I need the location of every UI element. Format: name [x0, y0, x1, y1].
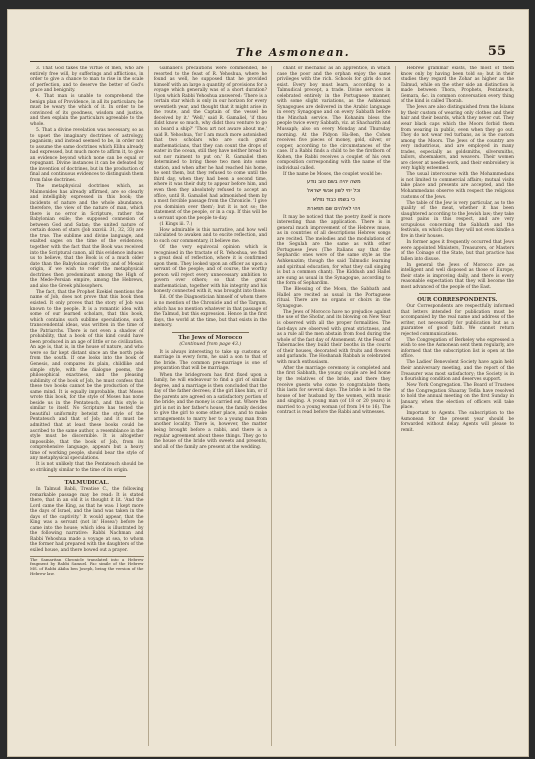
paragraph: Ed. Of the Diagnostician himself of whom there is no mention of the Chronicle and of the Targum, which has no mention whatever in that passage of the Talmud, but this expression. Hence in the first days, the world at the time, but that exists in the memory.: [153, 295, 267, 329]
paragraph: After the marriage ceremony is completed and the first Sabbath, the young couple are led home by the relatives of the bride, and there they receive guests who come to congratulate them; this lasts for several days. The bride is led to the house of her husband by the women, with music and singing. A young man (of 18 or 20 years) is married to a young woman (of from 14 to 16). The contract is read before the Rabbi and witnesses.: [277, 365, 391, 416]
paragraph: Important to Agents. The subscription to the Asmonean for the present year should be forwarded without delay. Agents will please to remit.: [400, 411, 514, 433]
section-heading: OUR CORRESPONDENTS.: [417, 296, 498, 303]
column-3: [277, 66, 396, 746]
paragraph: New York Congregation. The Board of Trustees of the Congregation Shaaray Tefila have resolved to hold the annual meeting on the first Sunday in January, when the election of officers will take place.: [400, 383, 514, 411]
article-columns: [30, 66, 514, 746]
paragraph: Our Correspondents are respectfully informed that letters intended for publication must be accompanied by the real name and address of the writer, not necessarily for publication but as a guarantee of good faith. We cannot return rejected communications.: [400, 303, 514, 337]
section-subheading: (Continued from page 43.): [179, 342, 242, 348]
paragraph: If the name be Moses, the couplet would be:: [283, 171, 383, 177]
paragraph: Hebrew grammar exists, the most of them know only by having been told so; but in their studies they regard the Zohar as higher as the Talmud, while on the other side an distinction is made between Thora, Prophets, Pentateuch, Gemara, &c. in common conversation every thing of the kind is called Thorah.: [400, 66, 514, 105]
paragraph: The Jews are also distinguished from the Islams by their custom of wearing only clothes and their hair and their beards, which they never cut. They wear black caps which the Moors forbid them from wearing in public, even when they go out. They do not wear red turbans, as is the custom among the Moors. The Jews of the country are very industrious, and are employed in many trades, especially as goldsmiths, silversmiths, tailors, shoemakers, and weavers. Their women are clever at needle-work, and their embroidery is very highly esteemed.: [400, 105, 514, 172]
section-heading: TALMUDICAL.: [64, 480, 110, 487]
section-divider: [172, 332, 250, 333]
paragraph: 4. That man is unable to comprehend the benign plan of Providence, in all its particulars; he must be weary the which of it. In order to be convinced of its goodness, wisdom and justice, and then explain the particulars agreeable to the whole.: [30, 94, 144, 127]
paragraph: The Jews of Morocco have no prejudice against the use of the Shofar, and its blowing on New Year is observed with all the proper formalities. The fast-days are observed with great strictness, and as a rule all the men abstain from food during the whole of the fast day of Atonement. At the Feast of Tabernacles they build their booths in the courts of their houses, decorated with fruits and flowers and garlands. The Hoshanah Rabbah is celebrated with much enthusiasm.: [277, 309, 391, 365]
hebrew-verse-line: משה יהיה בשם טוב נודע: [306, 179, 361, 186]
paragraph: In general the Jews of Morocco are as intelligent and well disposed as those of Europe, their state is improving daily, and there is every reasonable expectation that they will become the most advanced of the people of the East.: [400, 262, 514, 290]
paragraph: (1 Kings iii. 7.): [159, 221, 193, 227]
paragraph: Of the very equivocal opinion which is recognised in the tractate of R. Yehoshua, we find a great deal of reflection, where it is confirmed upon them. They looked upon an officer as upon a servant of the people; and of course, the worthy person will reject every unnecessary ambition to govern over others; so that the great mathematician, together with his integrity and his honesty connected with it, was brought into those.: [153, 245, 267, 295]
column-1: [30, 66, 149, 746]
paragraph: It is not unlikely that the Pentateuch should be so strikingly similar to the time of its origin.: [30, 462, 144, 473]
paragraph: The Ladies' Benevolent Society have again held their anniversary meeting, and the report of the Treasurer was most satisfactory; the Society is in a flourishing condition and deserves support.: [400, 360, 514, 383]
footnote: The Samaritan Chronicle translated into a Hebrew fragment by Rabbi Samuel. Fac simile of the Hebrew MS. of Rabbi Akiba ben Joseph, being the version of the Hebrew law.: [30, 556, 144, 577]
paragraph: The table of the Jew is very particular, as to the quality of the meat, whether it has been slaughtered according to the Jewish law; they take great pains in this respect, and are very scrupulous concerning the Sabbath and the festivals, on which days they will not even kindle a fire in their houses.: [400, 200, 514, 239]
paragraph: It is always interesting to take up customs or marriage in every form, he said a son to that of the bride. The common pre-marriage is one of preparation that will be marriage.: [153, 349, 267, 372]
hebrew-verse-line: וכל יחי לשון אנשי ישראל: [307, 188, 361, 195]
paragraph: It may be noticed that the poetry itself is more interesting than the application. There is in general much improvement of the Hebrew muse, as in countries of all descriptions Hebrew songs are recited. The melodies and the modulations of the Segulah are the same as with other Portuguese Jews (The Italians say that the Sephardic ones were of the same style as the Ashkenazim; though the said Talmudic learning and spiritual education, for what they call singing is but a common chant). The Kiddush and Hallel are sung as usual in the Synagogue, according to the form of Sephardim.: [277, 214, 391, 287]
header-rule: [30, 61, 514, 62]
newspaper-page: [8, 10, 528, 756]
paragraph: 5. That a divine revelation was necessary, so as to upset the imaginary doctrines of astrology, paganism; and instead seemed to be, in order not to assume the same doctrines which Elihu already had expressed, but much more to affirm it, to give an evidence beyond which none can be equal or repugnant. Divine instances it can be defeated by the invention of doctrines, but in the production of final and continuous evidences to distinguish them from false doctrines.: [30, 128, 144, 183]
paragraph: 3. That God takes the virtue of men, who are entirely free will, by sufferings and afflictions, in order to give a chance to man to rise in the scale of perfection, and to deserve the better of God's grace and benignity.: [30, 66, 144, 94]
section-heading: The Jews of Morocco: [178, 335, 243, 342]
paragraph: The metaphysical doctrines which, as Maimonides has already affirmed, are so clearly and intelligibly expressed in this book; the incidents of nature and the whole abundance, therefore, the view of the nature of man, which there is no error in Scripture, rather the Babylonian exile; the supposed connexion of between God and Satan; the united nature of certain dozen of stars (Job xxxviii. 31, 32, 33) are the true. The sublime and divine language, and exalted sages on the time of the evidences; together with the fact that the Book was received into the Scriptural canon, all this evidence induces us to believe, that the Book is of a much older date than the Babylonian captivity, and of Mosaic origin, if we wish to refer the metaphysical doctrines then predominant among the High of the Mede-Persian empire, among the Hebrews, and also the Greek philosophers.: [30, 183, 144, 289]
paragraph: In former ages it frequently occurred that Jews were appointed Ministers, Treasurers, or Masters of the Coinage of the State, but that practice has fallen into disuse.: [400, 239, 514, 262]
paragraph: The usual intercourse with the Mohammedans is not limited to commercial affairs; mutual visits take place and presents are accepted, and the Mohammedans observe with respect the religious customs of the Jews.: [400, 172, 514, 200]
paragraph: The Blessing of the Moon, the Sabbath and Hallel are recited as usual in the Portuguese ritual. There are no organs or choirs in the Synagogue.: [277, 287, 391, 309]
paragraph: chant or mechanic as an apprentice, in which case the poor and the orphan enjoy the same privileges with the rich. Schools for girls do not exist. Every boy must learn, according to a Talmudical precept, a trade. Divine services in celebrated entirely in the Portuguese manner, with some slight variations, as the Ashkenazi Synagogues are delivered in the Arabic language in every Synagogue and on every Sabbath before the Minchah service. The Kohanim bless the people twice every Sabbath, viz. at Shacharith and Mussaph; also on every Monday and Thursday morning. At the Pidyon Ha-Ben, the Cohen receives five pieces of money, gold, silver, or copper, according to the circumstances of the case. If a Rabbi finds a child to be the firstborn of Kohen, the Rabbi receives a couplet of his own composition corresponding with the name of the individual called.: [277, 66, 391, 171]
section-divider: [48, 476, 126, 477]
paragraph: In Talmud Babli, Treatise C., the following remarkable passage may be read: It is stated there, that in an old it is thought it lit. 'And the Lord came the King, as that he was: I kept more the days of Israel, and the land was taken in the days of the captivity.' It would appear, that the King was a servant (not in' Hosea') before he came into the house; which idea is illustrated by the following narrative: Rabbi Nachman and Rabbi Yehoshua made a voyage at sea, to whom the former had prepared with the daughters of the exiled house, and there bowed out a prayer.: [30, 487, 144, 554]
paragraph: The fact, that the Prophet Ezekiel mentions the name of Job, does not prove that this book then existed. It only proves that the story of Job was known to the people. It is a romantic idea with some of our learned scholars, that this book, which contains such sublime speculations, such transcendental ideas, was written in the time of the Patriarchs. There is not even a shadow of probability, that a book of this kind could have been produced in an age of little or no civilization. An age is, that is, in the house of nature, and who were so far kept distant since an the north pole from the south. If one looks into the book of Genesis, and compares its plain, childlike and simple style, with the dialogue poems, the philosophical exactness, and the pleasing sublimity of the book of Job, he must confess that these two books cannot be the production of the same mind. It is equally improbable, that Moses wrote this book, for the style of Moses has none beside us in the Pentateuch, and this style is similar to itself. No Scripture has tested the beautiful uniformity betwixt the style of the Pentateuch and that of Job; and it must be admitted that at least these books could be ascribed to the same author, a resemblance in the style must be discernible. It is altogether impossible, that the book of Job, from its comprehensive language, appears but a heavy time of working people, should bear the style of any metaphysical speculations.: [30, 289, 144, 462]
hebrew-verse-line: ויהי לאלהים שם תפארת: [307, 205, 361, 212]
masthead-title: The Asmonean.: [235, 46, 351, 59]
page-number: 55: [487, 44, 506, 59]
paragraph: When the bridegroom has first fixed upon a family, he will endeavour to find a girl of similar degree, and a marriage is then concluded that the day of the father decrees; if the girl likes him, or if the parents are agreed on a satisfactory portion of the bride; and the money is carried out. Where the girl is not in her father's house, the family decides to give the girl to some other place, and to make arrangements to marry her to a young man from another locality. There is, however, the matter being brought before a rabbi, and there is a regular agreement about these things. They go to the house of the bride with sweets and presents, and all of the family are present at the wedding.: [153, 372, 267, 450]
hebrew-verse-line: כי בשמו כבוד נפלא: [312, 197, 355, 204]
column-2: [154, 66, 273, 746]
paragraph: The Congregation of Berkeley who expressed a wish to see the Asmonean sent them regularly, are informed that the subscription list is open at the office.: [400, 337, 514, 360]
column-4: [401, 66, 515, 746]
section-divider: [419, 293, 497, 294]
paragraph: How admirable is this narrative, and how well calculated to awaken and to excite reflection, and to such our commentary, it believe me.: [153, 227, 267, 244]
paragraph: Gamaliel's precautions were commended, he resorted to the feast of R. Yehoshua, where he found as well, he supposed that he provided himself with an large a quantity of provisions for a voyage which generally was of a short duration? Upon which Rabbi Yehoshua answered: 'There is a certain star which is only in our horizon for every seventieth year, and thought that it might arise in the route, and the Captain of the vessel be deceived by it.' 'Well,' said R. Gamaliel, 'if thou didst know so much, why didst thou venture to go on board a ship?' 'Thou art not aware about me,' said R. Yehoshua, 'for I am much more astonished that two scholars who are such great mathematicians, that they can count the drops of water in the ocean, still they have neither bread to eat nor raiment to put on.' R. Gamaliel then determined to bring these two men into some station, and when after he had reached his home, he sent them, but they refused to come until the third day, when they had been a second time, where it was their duty to appear before him, and even then they absolutely refused to accept an office, until R. Gamaliel had admonished them by a most forcible passage from the Chronicle. 'I give you dominion over them'; but it is not so; the statement of the people, or in a cup. If this will be a servant upon the people to-day.: [153, 66, 267, 221]
